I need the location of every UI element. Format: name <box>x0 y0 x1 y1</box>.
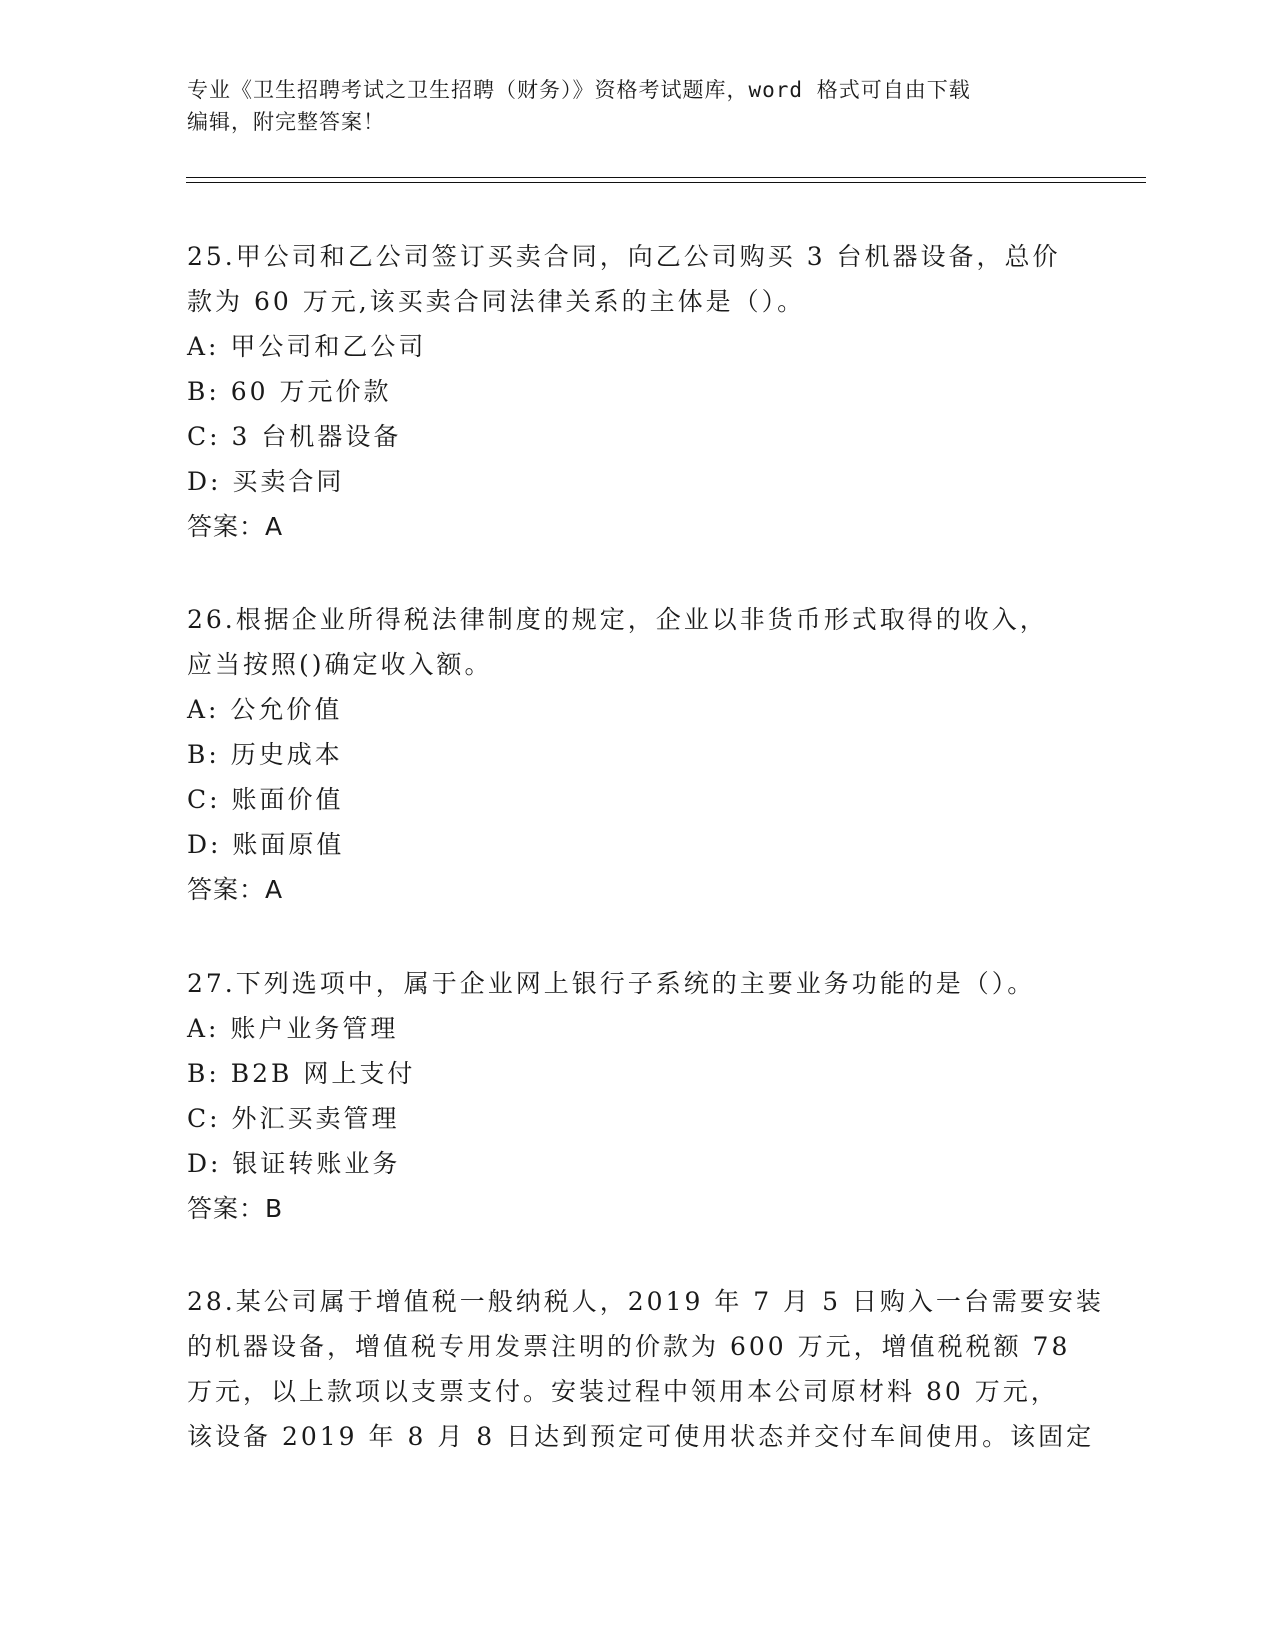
question-text: 26.根据企业所得税法律制度的规定，企业以非货币形式取得的收入， <box>187 605 1048 634</box>
option-b: B: B2B 网上支付 <box>187 1059 416 1088</box>
question-25 <box>187 234 1087 549</box>
question-text: 27.下列选项中，属于企业网上银行子系统的主要业务功能的是（）。 <box>187 969 1036 998</box>
question-text: 25.甲公司和乙公司签订买卖合同，向乙公司购买 3 台机器设备，总价 <box>187 242 1061 271</box>
header-line: 专业《卫生招聘考试之卫生招聘（财务）》资格考试题库，word 格式可自由下载 <box>187 78 971 102</box>
question-text: 款为 60 万元,该买卖合同法律关系的主体是（）。 <box>187 287 806 316</box>
question-text: 28.某公司属于增值税一般纳税人，2019 年 7 月 5 日购入一台需要安装 <box>187 1287 1104 1316</box>
answer: 答案：A <box>187 875 284 904</box>
option-c: C: 外汇买卖管理 <box>187 1104 400 1133</box>
answer: 答案：B <box>187 1194 284 1223</box>
question-26 <box>187 597 1087 912</box>
question-text: 应当按照()确定收入额。 <box>187 650 493 679</box>
header-line: 编辑，附完整答案！ <box>187 110 385 134</box>
header-divider <box>186 177 1146 178</box>
option-b: B: 60 万元价款 <box>187 377 392 406</box>
option-b: B: 历史成本 <box>187 740 343 769</box>
answer: 答案：A <box>187 512 284 541</box>
option-a: A: 甲公司和乙公司 <box>187 332 427 361</box>
option-d: D: 银证转账业务 <box>187 1149 401 1178</box>
question-text: 万元，以上款项以支票支付。安装过程中领用本公司原材料 80 万元， <box>187 1377 1059 1406</box>
document-header <box>187 74 1087 138</box>
header-divider <box>186 182 1146 183</box>
question-text: 该设备 2019 年 8 月 8 日达到预定可使用状态并交付车间使用。该固定 <box>187 1422 1095 1451</box>
question-27 <box>187 961 1087 1231</box>
option-d: D: 账面原值 <box>187 830 345 859</box>
question-text: 的机器设备，增值税专用发票注明的价款为 600 万元，增值税税额 78 <box>187 1332 1071 1361</box>
option-c: C: 账面价值 <box>187 785 344 814</box>
question-28 <box>187 1279 1104 1459</box>
option-a: A: 公允价值 <box>187 695 343 724</box>
option-d: D: 买卖合同 <box>187 467 345 496</box>
option-c: C: 3 台机器设备 <box>187 422 402 451</box>
option-a: A: 账户业务管理 <box>187 1014 399 1043</box>
